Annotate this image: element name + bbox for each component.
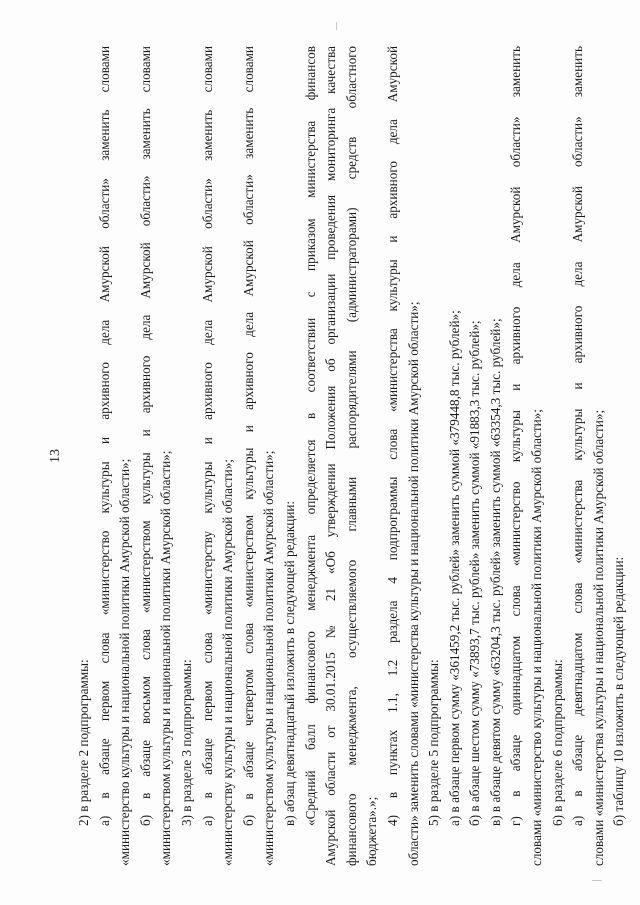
page-number: 13 — [48, 449, 63, 463]
text-line: а) в абзаце первом слова «министерство культуры и архивного дела Амурской области» заменить словами — [96, 46, 112, 826]
text-line: словами «министерство культуры и национальной политики Амурской области»; — [529, 409, 545, 866]
text-line: «министерство культуры и национальной политики Амурской области»; — [117, 458, 133, 866]
text-line: а) в абзаце первом слова «министерству культуры и архивного дела Амурской области» заменить словами — [199, 46, 215, 826]
text-line: б) в абзаце четвертом слова «министерством культуры и архивного дела Амурской области» заменить словами — [240, 46, 256, 826]
text-line: б) в абзаце шестом сумму «73893,7 тыс. рублей» заменить суммой «91883,3 тыс. рублей»; — [467, 320, 483, 826]
text-line: Амурской области от 30.01.2015 № 21 «Об утверждении Положения об организации проведения мониторинга качества — [323, 46, 339, 866]
text-line: области» заменить словами «министерства культуры и национальной политики Амурской области»; — [405, 301, 421, 866]
text-line: бюджета».»; — [364, 796, 380, 866]
text-line: 4) в пунктах 1.1, 1.2 раздела 4 подпрограммы слова «министерства культуры и архивного дела Амурской — [384, 46, 400, 826]
rotated-content — [48, 46, 627, 866]
scan-artifact — [592, 880, 602, 881]
text-line: 6) в разделе 6 подпрограммы: — [549, 659, 565, 826]
text-line: «министерством культуры и национальной политики Амурской области»; — [261, 450, 277, 866]
text-line: а) в абзаце первом сумму «361459,2 тыс. рублей» заменить суммой «379448,8 тыс. рублей»; — [446, 310, 462, 826]
text-line: в) в абзаце девятом сумму «63204,3 тыс. рублей» заменить суммой «63354,3 тыс. рублей»; — [487, 318, 503, 826]
text-line: «министерством культуры и национальной политики Амурской области»; — [158, 450, 174, 866]
text-line: а) в абзаце девятнадцатом слова «министерства культуры и архивного дела Амурской области» заменить — [570, 46, 586, 826]
text-line: 3) в разделе 3 подпрограммы: — [178, 659, 194, 826]
text-line: в) абзац девятнадцатый изложить в следующей редакции: — [281, 500, 297, 826]
text-line: «Средний балл финансового менеджмента определяется в соответствии с приказом министерства финансов — [302, 46, 318, 826]
text-line: 2) в разделе 2 подпрограммы: — [76, 659, 91, 826]
text-line: г) в абзаце одиннадцатом слова «министерство культуры и архивного дела Амурской области» заменить — [508, 46, 524, 826]
scan-artifact — [336, 22, 337, 30]
text-line: финансового менеджмента, осуществляемого главными распорядителями (администраторами) средств областного — [343, 46, 359, 866]
document-body — [74, 46, 630, 866]
text-line: словами «министерства культуры и национальной политики Амурской области»; — [590, 409, 606, 866]
text-line: 5) в разделе 5 подпрограммы: — [426, 659, 442, 826]
text-line: б) в абзаце восьмом слова «министерством культуры и архивного дела Амурской области» заменить словами — [137, 46, 153, 826]
text-line: «министерству культуры и национальной политики Амурской области»; — [220, 459, 236, 866]
text-line: б) таблицу 10 изложить в следующей редакции: — [611, 556, 627, 826]
